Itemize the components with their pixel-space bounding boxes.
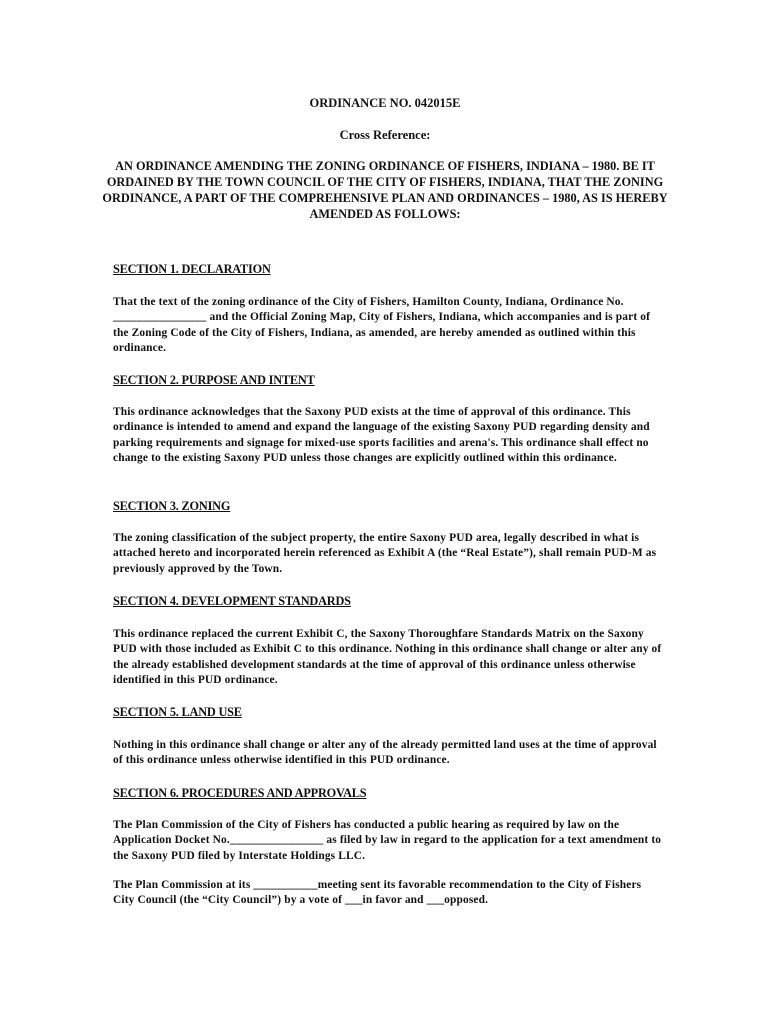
section-4-paragraph: This ordinance replaced the current Exhibit C, the Saxony Thoroughfare Standards Matrix on the Saxony PUD with those included as Exhibit C to this ordinance. Nothing in this ordinance shall change or alter any of the already established development standards at the time of approval of this ordinance unless otherwise identified in this PUD ordinance.	[113, 628, 662, 686]
section-2-heading: SECTION 2. PURPOSE AND INTENT	[113, 373, 315, 387]
section-3-heading: SECTION 3. ZONING	[113, 499, 231, 513]
section-4-heading: SECTION 4. DEVELOPMENT STANDARDS	[113, 594, 351, 608]
preamble: AN ORDINANCE AMENDING THE ZONING ORDINANCE OF FISHERS, INDIANA – 1980. BE IT ORDAINED BY THE TOWN COUNCIL OF THE CITY OF FISHERS, INDIANA, THAT THE ZONING ORDINANCE, A PART OF THE COMPREHENSIVE PLAN AND ORDINANCES – 1980, AS IS HEREBY AMENDED AS FOLLOWS:	[102, 159, 668, 221]
ordinance-title: ORDINANCE NO. 042015E	[309, 96, 461, 110]
section-2-paragraph: This ordinance acknowledges that the Saxony PUD exists at the time of approval of this ordinance. This ordinance is intended to amend and expand the language of the existing Saxony PUD regarding density and parking requirements and signage for mixed-use sports facilities and arena's. This ordinance shall effect no change to the existing Saxony PUD unless those changes are explicitly outlined within this ordinance.	[113, 406, 650, 464]
section-1-heading: SECTION 1. DECLARATION	[113, 262, 271, 276]
section-6-paragraph-1: The Plan Commission of the City of Fishers has conducted a public hearing as required by law on the Application Docket No.________________ as filed by law in regard to the application for a text amendment to the Saxony PUD filed by Interstate Holdings LLC.	[113, 819, 662, 862]
section-6-paragraph-2: The Plan Commission at its ___________meeting sent its favorable recommendation to the City of Fishers City Council (the “City Council”) by a vote of ___in favor and ___opposed.	[113, 879, 642, 907]
cross-reference: Cross Reference:	[339, 128, 431, 142]
section-1-paragraph: That the text of the zoning ordinance of the City of Fishers, Hamilton County, Indiana, Ordinance No. ________________ and the Official Zoning Map, City of Fishers, Indiana, which accompanies and is part of the Zoning Code of the City of Fishers, Indiana, as amended, are hereby amended as outlined within this ordinance.	[113, 296, 651, 354]
section-5-heading: SECTION 5. LAND USE	[113, 705, 242, 719]
section-6-heading: SECTION 6. PROCEDURES AND APPROVALS	[113, 786, 367, 800]
section-3-paragraph: The zoning classification of the subject property, the entire Saxony PUD area, legally described in what is attached hereto and incorporated herein referenced as Exhibit A (the “Real Estate”), shall remain PUD-M as previously approved by the Town.	[113, 532, 657, 575]
section-5-paragraph: Nothing in this ordinance shall change or alter any of the already permitted land uses at the time of approval of this ordinance unless otherwise identified in this PUD ordinance.	[113, 739, 657, 767]
